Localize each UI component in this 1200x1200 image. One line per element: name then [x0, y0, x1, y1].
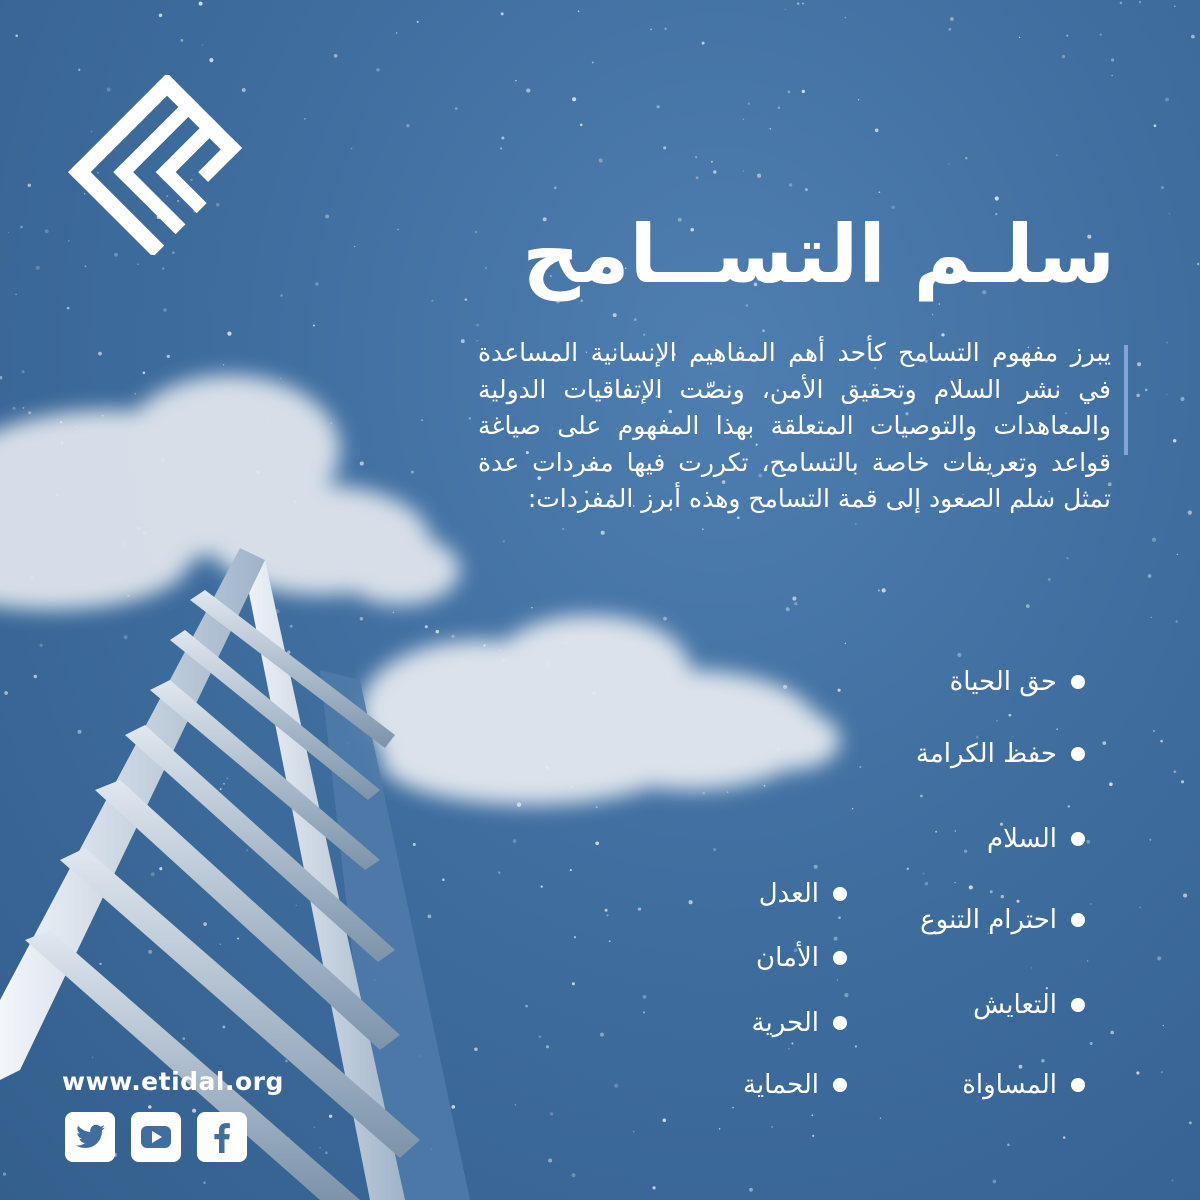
bullet-icon [1071, 1078, 1085, 1092]
bullet-icon [833, 1016, 847, 1030]
website-link[interactable]: www.etidal.org [62, 1067, 284, 1096]
accent-bar [1124, 345, 1128, 455]
intro-paragraph: يبرز مفهوم التسامح كأحد أهم المفاهيم الإنسانية المساعدة في نشر السلام وتحقيق الأمن، ونصّت الإتفاقيات الدولية والمعاهدات والتوصيات المتعلقة بهذا المفهوم على صياغة قواعد وتعريفات خاصة بالتسامح، تكررت فيها مفردات عدة تمثل سلم الصعود إلى قمة التسامح وهذه أبرز المفردات: [478, 338, 1111, 513]
bullet-icon [833, 887, 847, 901]
bullet-icon [1071, 675, 1085, 689]
bullet-icon [833, 951, 847, 965]
bullet-icon [833, 1078, 847, 1092]
bullet-icon [1071, 832, 1085, 846]
list-item: الأمان [756, 941, 847, 975]
bullet-icon [1071, 747, 1085, 761]
etidal-logo [60, 75, 260, 255]
list-item: التعايش [973, 988, 1085, 1022]
twitter-icon[interactable] [65, 1112, 115, 1162]
list-item: حفظ الكرامة [916, 737, 1085, 771]
list-item: السلام [987, 822, 1085, 856]
bullet-icon [1071, 998, 1085, 1012]
list-item: العدل [759, 877, 847, 911]
list-item: الحماية [743, 1068, 847, 1102]
intro-block [478, 335, 1128, 518]
facebook-icon[interactable] [197, 1112, 247, 1162]
list-item: الحرية [752, 1006, 847, 1040]
youtube-icon[interactable] [131, 1112, 181, 1162]
list-item: المساواة [962, 1068, 1085, 1102]
bullet-icon [1071, 913, 1085, 927]
page-title: سلـم التســامح [522, 208, 1115, 301]
list-item: حق الحياة [950, 665, 1085, 699]
list-item: احترام التنوع [920, 903, 1085, 937]
